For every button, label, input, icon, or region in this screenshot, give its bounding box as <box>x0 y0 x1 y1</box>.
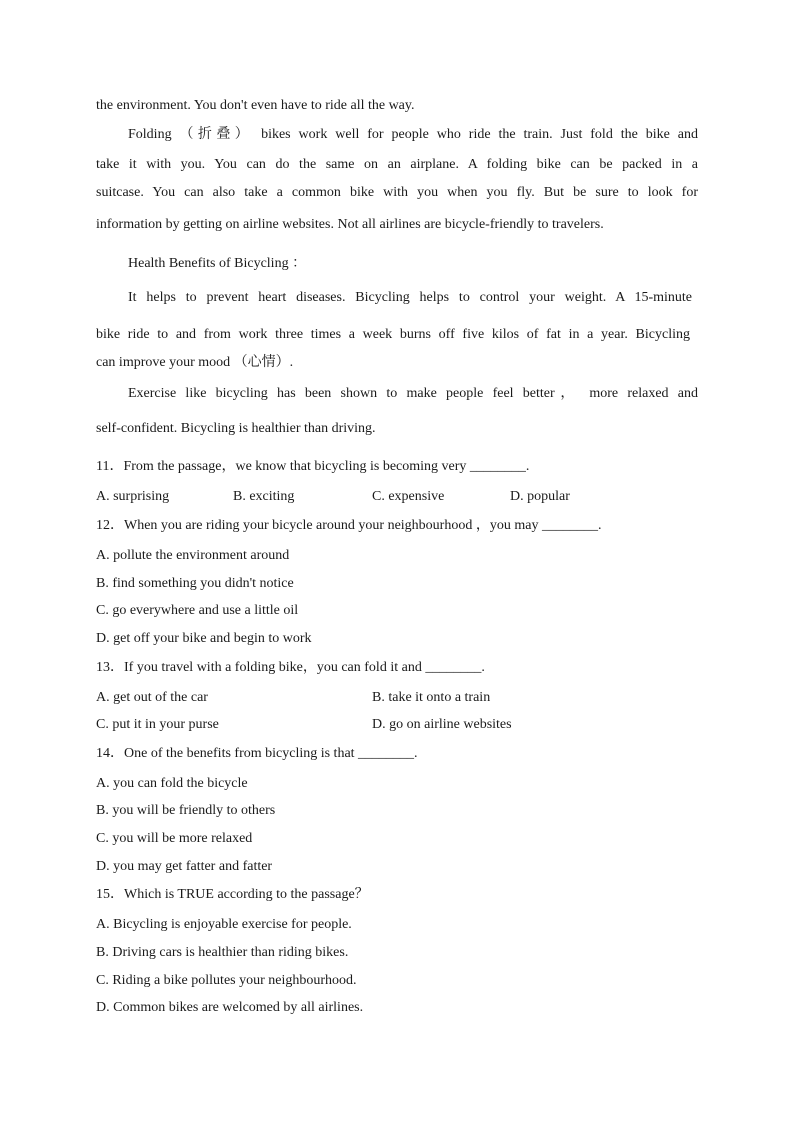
answer-option[interactable]: B. find something you didn't notice <box>96 576 294 591</box>
answer-option[interactable]: C. you will be more relaxed <box>96 831 253 846</box>
answer-option[interactable]: A. you can fold the bicycle <box>96 776 248 791</box>
passage-line: suitcase. You can also take a common bike with you when you fly. But be sure to look for <box>96 185 698 200</box>
passage-line: It helps to prevent heart diseases. Bicycling helps to control your weight. A 15-minute <box>128 290 692 305</box>
passage-line: Folding （折叠） bikes work well for people who ride the train. Just fold the bike and <box>128 127 698 142</box>
answer-option[interactable]: B. take it onto a train <box>372 690 491 705</box>
question-stem: 14．One of the benefits from bicycling is that ________. <box>96 746 418 761</box>
answer-option[interactable]: D. popular <box>510 489 570 504</box>
answer-option[interactable]: D. you may get fatter and fatter <box>96 859 273 874</box>
answer-option[interactable]: A. get out of the car <box>96 690 208 705</box>
answer-option[interactable]: C. expensive <box>372 489 445 504</box>
question-stem: 15．Which is TRUE according to the passage？ <box>96 887 369 902</box>
passage-line: Exercise like bicycling has been shown to make people feel better， more relaxed and <box>128 386 698 401</box>
answer-option[interactable]: B. Driving cars is healthier than riding bikes. <box>96 945 349 960</box>
passage-line: can improve your mood （心情）. <box>96 355 294 370</box>
answer-option[interactable]: A. Bicycling is enjoyable exercise for people. <box>96 917 352 932</box>
answer-option[interactable]: A. pollute the environment around <box>96 548 290 563</box>
answer-option[interactable]: A. surprising <box>96 489 170 504</box>
answer-option[interactable]: D. get off your bike and begin to work <box>96 631 312 646</box>
answer-option[interactable]: B. exciting <box>233 489 295 504</box>
question-stem: 11．From the passage，we know that bicycling is becoming very ________. <box>96 459 530 474</box>
answer-option[interactable]: D. Common bikes are welcomed by all airlines. <box>96 1000 364 1015</box>
answer-option[interactable]: C. go everywhere and use a little oil <box>96 603 299 618</box>
answer-option[interactable]: B. you will be friendly to others <box>96 803 276 818</box>
passage-line: bike ride to and from work three times a week burns off five kilos of fat in a year. Bicycling <box>96 327 690 342</box>
question-stem: 13．If you travel with a folding bike，you can fold it and ________. <box>96 660 485 675</box>
section-heading: Health Benefits of Bicycling ： <box>128 256 307 271</box>
passage-line: the environment. You don't even have to ride all the way. <box>96 98 415 113</box>
passage-line: take it with you. You can do the same on an airplane. A folding bike can be packed in a <box>96 157 698 172</box>
answer-option[interactable]: C. Riding a bike pollutes your neighbourhood. <box>96 973 357 988</box>
answer-option[interactable]: C. put it in your purse <box>96 717 219 732</box>
question-stem: 12．When you are riding your bicycle around your neighbourhood ，you may ________. <box>96 518 602 533</box>
passage-line: self-confident. Bicycling is healthier than driving. <box>96 421 376 436</box>
passage-line: information by getting on airline websites. Not all airlines are bicycle-friendly to travelers. <box>96 217 604 232</box>
answer-option[interactable]: D. go on airline websites <box>372 717 512 732</box>
